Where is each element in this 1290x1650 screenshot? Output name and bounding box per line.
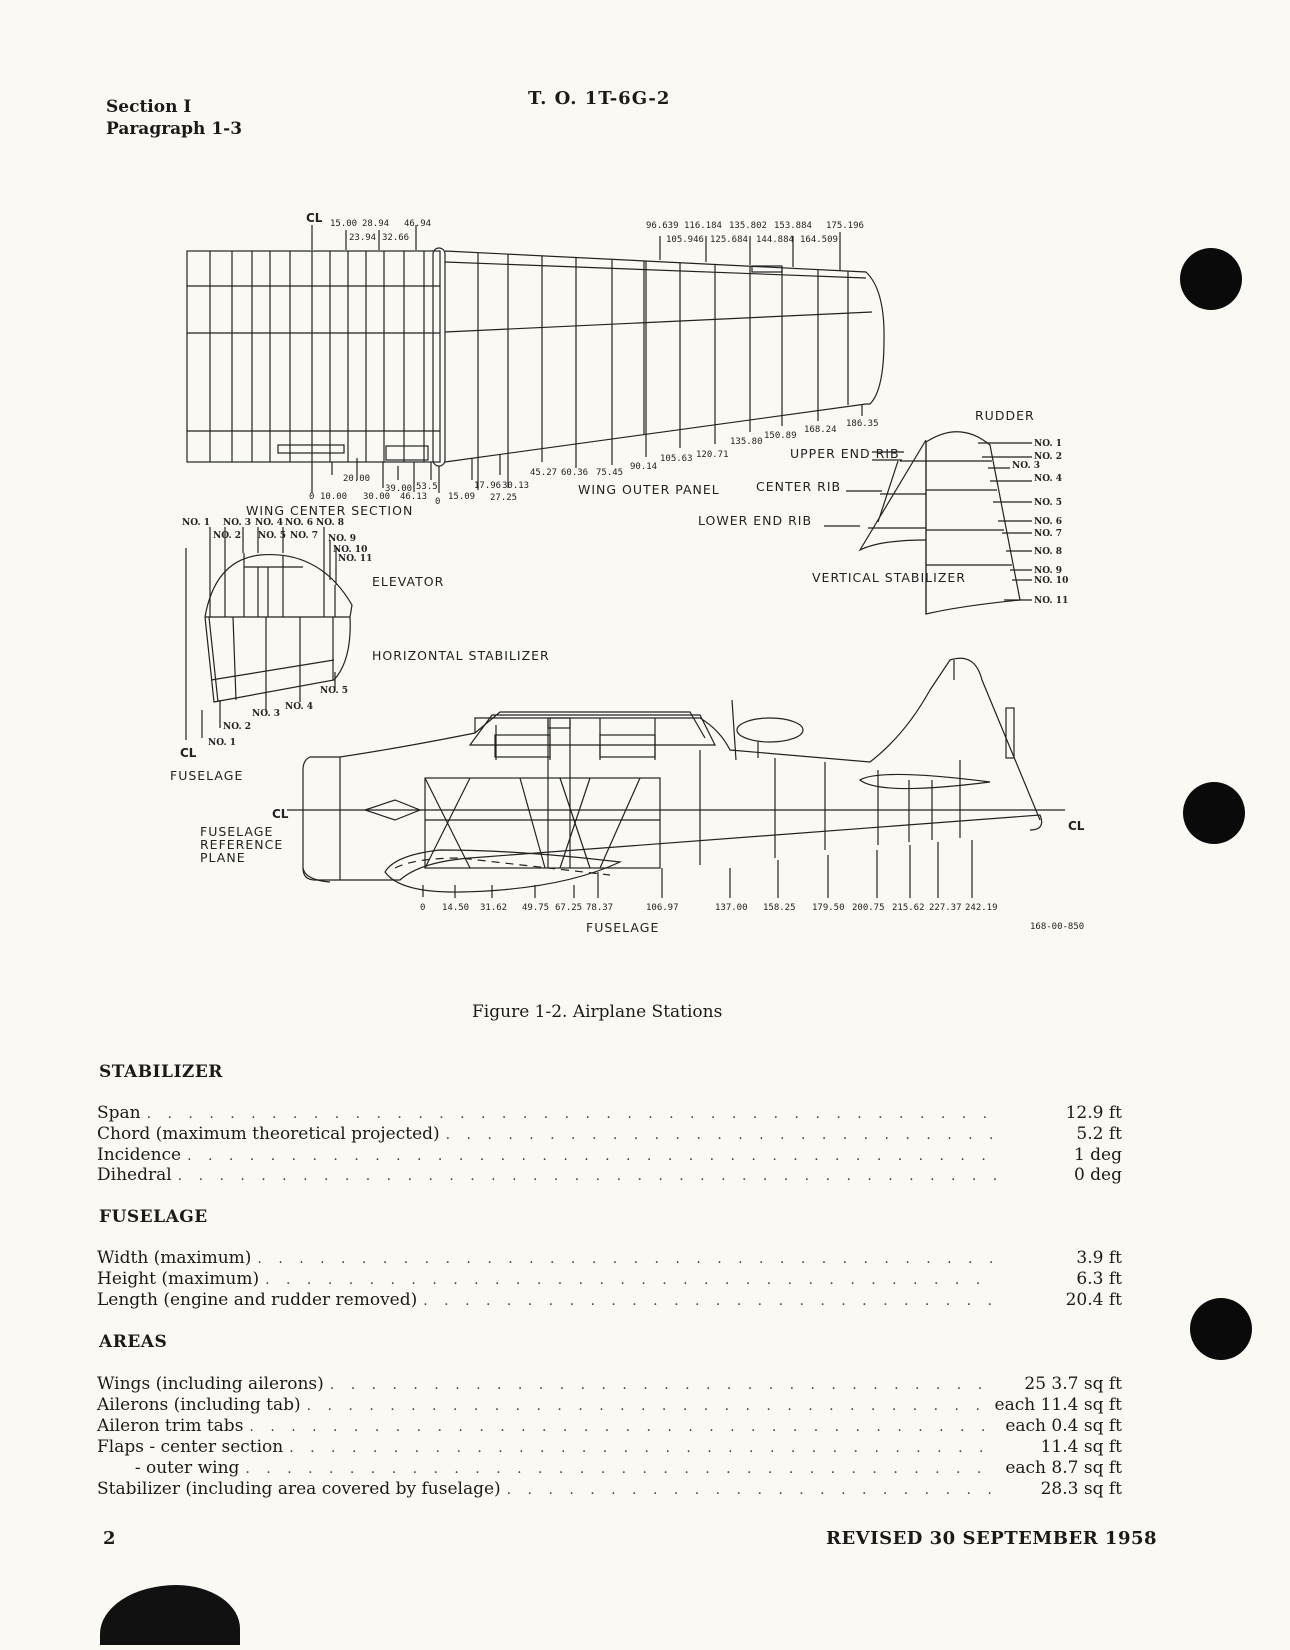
wing-station-label: 168.24 [804,425,837,435]
leader-dots [178,1168,996,1184]
wing-station-label: 116.184 [684,221,722,231]
wing-station-label: 125.684 [710,235,748,245]
fuselage-centerline-label: FUSELAGE [170,768,244,783]
rudder-rib-label: NO. 5 [1034,498,1063,508]
wing-station-label: 105.63 [660,454,693,464]
stabilizer-rib-label: NO. 4 [285,702,314,712]
wing-station-label: 15.09 [448,492,476,502]
wing-planform [187,225,884,493]
fuselage-station-label: 14.50 [442,903,470,913]
leader-dots [330,1377,996,1393]
spec-label: Incidence [97,1145,182,1165]
rudder-label: RUDDER [975,408,1035,423]
leader-dots [446,1127,996,1143]
spec-row [97,1124,1122,1145]
wing-station-label: 120.71 [696,450,729,460]
wing-station-label: 164.509 [800,235,838,245]
fuselage-station-label: 0 [420,903,426,913]
leader-dots [265,1272,996,1288]
wing-station-label: 30.00 [363,492,391,502]
wing-station-label: 28.94 [362,219,390,229]
spec-value: 0 deg [1073,1165,1122,1185]
fuselage-station-label: 106.97 [646,903,679,913]
rudder-rib-label: NO. 9 [1034,566,1063,576]
spec-value: 1 deg [1073,1145,1122,1165]
spec-label: Aileron trim tabs [97,1416,244,1436]
spec-label: Flaps - center section [97,1437,284,1457]
spec-value: each 11.4 sq ft [994,1395,1122,1415]
revision-date: REVISED 30 SEPTEMBER 1958 [826,1528,1158,1549]
technical-order-number: T. O. 1T-6G-2 [528,88,671,109]
leader-dots [507,1482,996,1498]
spec-value: 25 3.7 sq ft [1024,1374,1122,1394]
wing-station-label: 23.94 [349,233,377,243]
fuselage-station-label: 31.62 [480,903,508,913]
page-number: 2 [103,1528,116,1549]
spec-label: Span [97,1103,141,1123]
spec-value: 28.3 sq ft [1040,1479,1122,1499]
wing-station-label: 153.884 [774,221,812,231]
wing-station-label: 20.00 [343,474,371,484]
wing-station-label: 10.00 [320,492,348,502]
fuselage-reference-plane-label: FUSELAGE REFERENCE PLANE [200,824,284,865]
spec-row [97,1248,1122,1269]
spec-label: Dihedral [97,1165,172,1185]
fuselage-station-label: 179.50 [812,903,845,913]
leader-dots [307,1398,989,1414]
wing-station-label: 0 [309,492,315,502]
spec-row [97,1374,1122,1395]
elevator-rib-label: NO. 3 [223,518,252,528]
wing-center-section-label: WING CENTER SECTION [246,503,414,518]
wing-station-label: 39.00 [385,484,413,494]
rudder-rib-label: NO. 3 [1012,461,1041,471]
spec-value: 3.9 ft [1076,1248,1122,1268]
lower-end-rib-label: LOWER END RIB [698,513,813,528]
spec-label: Width (maximum) [97,1248,252,1268]
rudder-rib-label: NO. 10 [1034,576,1069,586]
wing-station-label: 75.45 [596,468,624,478]
elevator-rib-label: NO. 7 [290,531,319,541]
wing-station-label: 144.884 [756,235,794,245]
paragraph-label: Paragraph 1-3 [106,119,243,139]
spec-label: Height (maximum) [97,1269,260,1289]
wing-station-label: 46.13 [400,492,428,502]
wing-station-label: 135.802 [729,221,767,231]
fuselage-side-view [287,658,1065,898]
spec-label: Stabilizer (including area covered by fuselage) [97,1479,501,1499]
rudder-rib-label: NO. 11 [1034,596,1069,606]
wing-station-label: 175.196 [826,221,864,231]
leader-dots [289,1440,996,1456]
spec-value: 5.2 ft [1076,1124,1122,1144]
wing-station-label: 53.5 [416,482,438,492]
wing-station-label: 15.00 [330,219,358,229]
spec-label: Wings (including ailerons) [97,1374,324,1394]
areas-section-title: AREAS [99,1332,168,1352]
fuselage-label: FUSELAGE [586,920,660,935]
spec-label: Ailerons (including tab) [97,1395,301,1415]
wing-station-label: 45.27 [530,468,558,478]
elevator-label: ELEVATOR [372,574,445,589]
stabilizer-rib-label: NO. 2 [223,722,252,732]
rudder-rib-label: NO. 7 [1034,529,1063,539]
stabilizer-rib-label: NO. 3 [252,709,281,719]
wing-station-label: 17.96 [474,481,502,491]
fuselage-station-label: 215.62 [892,903,925,913]
spec-value: 12.9 ft [1065,1103,1122,1123]
scan-smudge [100,1585,240,1645]
elevator-rib-label: NO. 11 [338,554,373,564]
spec-value: 20.4 ft [1065,1290,1122,1310]
stabilizer-section-title: STABILIZER [99,1062,223,1082]
leader-dots [257,1251,996,1267]
rudder-rib-label: NO. 2 [1034,452,1063,462]
spec-label: Chord (maximum theoretical projected) [97,1124,440,1144]
fuselage-station-label: 242.19 [965,903,998,913]
rudder-rib-label: NO. 8 [1034,547,1063,557]
spec-row [97,1416,1122,1437]
punch-hole [1190,1298,1252,1360]
elevator-rib-label: NO. 2 [213,531,242,541]
figure-caption: Figure 1-2. Airplane Stations [472,1002,723,1022]
elevator-rib-label: NO. 6 [285,518,314,528]
spec-row [97,1103,1122,1124]
wing-station-label: 90.14 [630,462,658,472]
centerline-symbol: CL [306,211,323,225]
spec-row [97,1145,1122,1166]
elevator-rib-label: NO. 8 [316,518,345,528]
leader-dots [245,1461,996,1477]
wing-station-label: 60.36 [561,468,589,478]
leader-dots [423,1293,996,1309]
wing-station-label: 32.66 [382,233,410,243]
fuselage-station-label: 49.75 [522,903,550,913]
spec-value: each 0.4 sq ft [1005,1416,1122,1436]
rudder-rib-label: NO. 1 [1034,439,1063,449]
fuselage-station-label: 67.25 [555,903,583,913]
leader-dots [147,1106,996,1122]
spec-label: Length (engine and rudder removed) [97,1290,418,1310]
stabilizer-rib-label: NO. 1 [208,738,237,748]
wing-outer-panel-label: WING OUTER PANEL [578,482,720,497]
rudder-rib-label: NO. 4 [1034,474,1063,484]
spec-row [97,1165,1122,1186]
spec-row [97,1458,1122,1479]
wing-station-label: 186.35 [846,419,879,429]
horizontal-stabilizer-label: HORIZONTAL STABILIZER [372,648,550,663]
elevator-rib-label: NO. 1 [182,518,211,528]
spec-row [97,1437,1122,1458]
wing-station-label: 105.946 [666,235,704,245]
spec-row [97,1395,1122,1416]
wing-station-label: 0 [435,497,441,507]
centerline-symbol: CL [272,807,289,821]
drawing-number: 168-00-850 [1030,922,1085,932]
fuselage-station-label: 200.75 [852,903,885,913]
spec-label: - outer wing [97,1458,240,1478]
leader-dots [249,1419,996,1435]
fuselage-station-label: 137.00 [715,903,748,913]
spec-value: 6.3 ft [1076,1269,1122,1289]
fuselage-section-title: FUSELAGE [99,1207,208,1227]
wing-station-label: 30.13 [502,481,530,491]
fuselage-station-label: 227.37 [929,903,962,913]
wing-station-label: 135.80 [730,437,763,447]
wing-station-label: 46.94 [404,219,432,229]
rudder-rib-label: NO. 6 [1034,517,1063,527]
elevator-rib-label: NO. 4 [255,518,284,528]
elevator-rib-label: NO. 10 [333,545,368,555]
elevator-rib-label: NO. 9 [328,534,357,544]
spec-row [97,1290,1122,1311]
vertical-stabilizer-label: VERTICAL STABILIZER [812,570,966,585]
centerline-symbol: CL [1068,819,1085,833]
center-rib-label: CENTER RIB [756,479,842,494]
leader-dots [187,1148,996,1164]
fuselage-station-label: 78.37 [586,903,614,913]
fuselage-station-label: 158.25 [763,903,796,913]
upper-end-rib-label: UPPER END RIB [790,446,900,461]
wing-station-label: 27.25 [490,493,518,503]
wing-station-label: 96.639 [646,221,679,231]
spec-row [97,1479,1122,1500]
section-label: Section I [106,97,192,117]
centerline-symbol: CL [180,746,197,760]
spec-row [97,1269,1122,1290]
spec-value: 11.4 sq ft [1040,1437,1122,1457]
stabilizer-rib-label: NO. 5 [320,686,349,696]
wing-station-label: 150.89 [764,431,797,441]
elevator-rib-label: NO. 5 [258,531,287,541]
spec-value: each 8.7 sq ft [1005,1458,1122,1478]
